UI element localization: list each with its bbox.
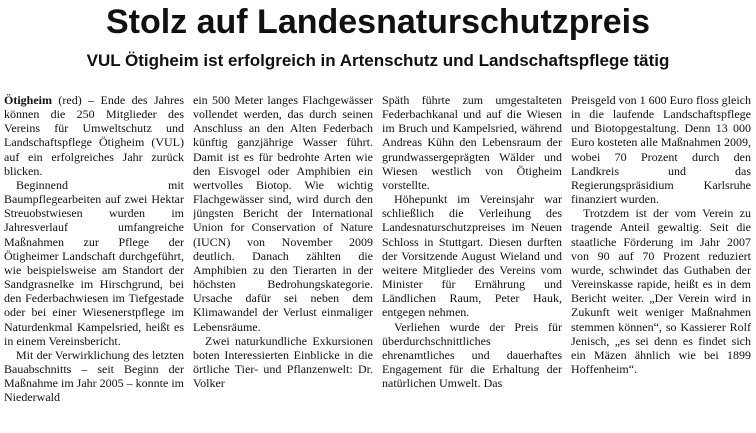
column-3 [382, 93, 562, 433]
column-1 [4, 93, 184, 433]
paragraph [4, 93, 184, 178]
paragraph: Zwei naturkundliche Exkursionen boten Interessierten Einblicke in die örtliche Tier- und Pflanzenwelt: Dr. Volker [193, 333, 373, 391]
paragraph: Trotzdem ist der vom Verein zu tragende Anteil gewaltig. Seit die staatliche Förderung im Jahr 2007 von 90 auf 70 Prozent reduziert wurde, schwindet das Guthaben der Vereinskasse rapide, heißt es in dem Bericht weiter. „Der Verein wird in Zukunft weit weniger Maßnahmen stemmen können“, so Kassierer Rolf Jenisch, „es sei denn es findet sich ein Mäzen ähnlich wie bei 1899 Hoffenheim“. [571, 206, 751, 376]
paragraph: Späth führte zum umgestalteten Federbachkanal und auf die Wiesen im Bruch und Kampelsried, während Andreas Kühn den Lebensraum der grundwassergeprägten Wälder und Wiesen westlich von Ötigheim vorstellte. [382, 93, 562, 192]
paragraph: Höhepunkt im Vereinsjahr war schließlich die Verleihung des Landesnaturschutzpreises im Neuen Schloss in Stuttgart. Diesen durften der Vorsitzende August Wieland und weitere Mitglieder des Vereins vom Minister für Ernährung und Ländlichen Raum, Peter Hauk, entgegen nehmen. [382, 192, 562, 320]
paragraph: Verliehen wurde der Preis für überdurchschnittliches ehrenamtliches und dauerhaftes Engagement für die Erhaltung der natürlichen Umwelt. Das [382, 319, 562, 391]
paragraph: ein 500 Meter langes Flachgewässer vollendet werden, das durch seinen Anschluss an den Alten Federbach künftig ganzjährige Wasser führt. Damit ist es für bedrohte Arten wie den Eisvogel oder Amphibien ein wertvolles Biotop. Wie wichtig Flachgewässer sind, wird durch den jüngsten Bericht der International Union for Conservation of Nature (IUCN) von November 2009 deutlich. Danach zählten die Amphibien zu den Tierarten in der höchsten Bedrohungskategorie. Ursache dafür sei neben dem Klimawandel der Verlust einmaliger Lebensräume. [193, 93, 373, 334]
paragraph: Mit der Verwirklichung des letzten Bauabschnitts – seit Beginn der Maßnahme im Jahr 2005 – konnte im Niederwald [4, 347, 184, 405]
paragraph-text: (red) – Ende des Jahres können die 250 Mitglieder des Vereins für Umweltschutz und Landschaftspflege Ötigheim (VUL) auf ein erfolgreiches Jahr zurück blicken. [4, 93, 184, 178]
column-2 [193, 93, 373, 433]
dateline: Ötigheim [4, 93, 52, 107]
article-columns [4, 93, 754, 433]
headline: Stolz auf Landesnaturschutzpreis [105, 3, 651, 41]
subheadline: VUL Ötigheim ist erfolgreich in Artenschutz und Landschaftspflege tätig [86, 51, 670, 70]
column-4 [571, 93, 751, 433]
paragraph: Beginnend mit Baumpflegearbeiten auf zwei Hektar Streuobstwiesen wurden im Jahresverlauf umfangreiche Maßnahmen zur Pflege der Ötigheimer Landschaft durchgeführt, wie beispielsweise am Standort der Sandgrasnelke im Hirschgrund, bei den Federbachwiesen im Tiefgestade oder bei einer Wiesenerstpflege im Naturdenkmal Kampelsried, heißt es in einem Vereinsbericht. [4, 177, 184, 348]
paragraph: Preisgeld von 1 600 Euro floss gleich in die laufende Landschaftspflege und Biotopgestaltung. Denn 13 000 Euro kosteten alle Maßnahmen 2009, wobei 70 Prozent durch den Landkreis und das Regierungspräsidium Karlsruhe finanziert wurden. [571, 93, 751, 207]
